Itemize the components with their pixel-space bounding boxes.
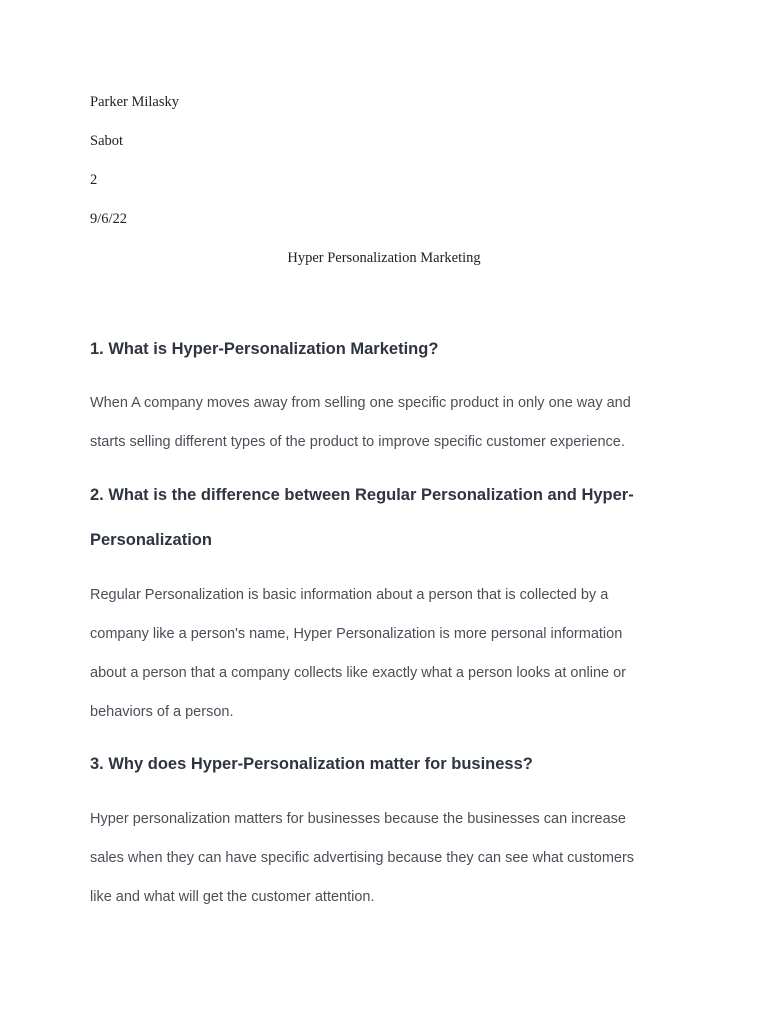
section-1-body-line: starts selling different types of the product to improve specific customer experience. xyxy=(90,434,625,450)
section-3-body-line: sales when they can have specific advertising because they can see what customers xyxy=(90,850,635,866)
document-title: Hyper Personalization Marketing xyxy=(287,250,481,266)
section-2-body-line: about a person that a company collects like exactly what a person looks at online or xyxy=(90,665,626,681)
section-3-heading: 3. Why does Hyper-Personalization matter for business? xyxy=(90,755,533,773)
section-2-heading: 2. What is the difference between Regular Personalization and Hyper- xyxy=(90,486,634,504)
section-1-body-line: When A company moves away from selling one specific product in only one way and xyxy=(90,395,631,411)
teacher-name: Sabot xyxy=(90,133,124,149)
section-2-body-line: Regular Personalization is basic information about a person that is collected by a xyxy=(90,587,609,603)
section-3-body-line: like and what will get the customer attention. xyxy=(90,889,375,905)
section-2-body-line: company like a person's name, Hyper Personalization is more personal information xyxy=(90,626,623,642)
document-date: 9/6/22 xyxy=(90,211,128,227)
class-period: 2 xyxy=(90,172,98,188)
section-2-body-line: behaviors of a person. xyxy=(90,704,234,720)
section-3-body-line: Hyper personalization matters for businesses because the businesses can increase xyxy=(90,811,626,827)
section-2-heading-continued: Personalization xyxy=(90,531,212,549)
author-name: Parker Milasky xyxy=(90,94,179,110)
section-1-heading: 1. What is Hyper-Personalization Marketing? xyxy=(90,340,439,358)
